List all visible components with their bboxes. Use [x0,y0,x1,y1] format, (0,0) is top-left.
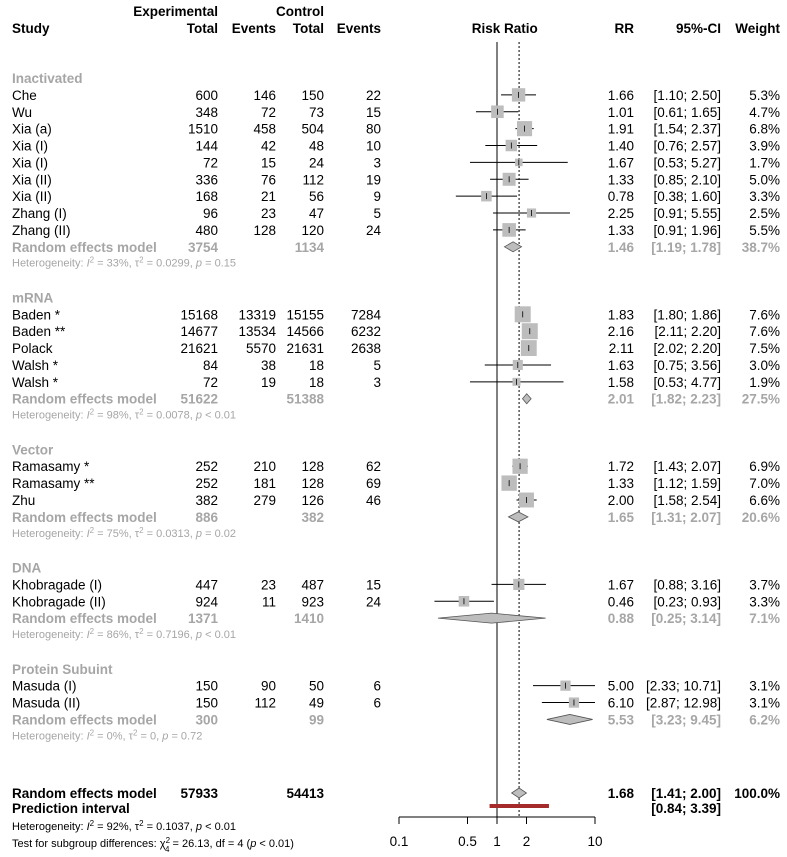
rr-value: 1.01 [607,104,634,120]
study-name: Masuda (I) [12,678,77,694]
x-tick-label: 1 [493,834,501,849]
ci-value: [1.12; 1.59] [653,476,721,492]
weight-value: 3.3% [749,189,780,205]
ctrl-total: 48 [308,138,324,154]
header-ci: 95%-CI [675,21,721,36]
ctrl-events: 19 [365,172,381,188]
pooled-exp-total: 3754 [187,239,218,255]
study-name: Xia (I) [12,155,49,171]
pooled-ci: [1.31; 2.07] [651,509,721,525]
ci-value: [2.33; 10.71] [645,678,721,694]
ci-value: [1.10; 2.50] [653,87,721,103]
pooled-exp-total: 51622 [180,391,218,407]
exp-events: 19 [260,374,276,390]
ctrl-events: 80 [365,121,381,137]
weight-value: 7.6% [749,324,780,340]
rr-value: 1.33 [607,476,634,492]
weight-value: 4.7% [749,104,780,120]
exp-events: 279 [253,493,276,508]
exp-events: 128 [253,222,276,238]
exp-total: 600 [195,87,218,103]
ctrl-events: 62 [365,459,381,475]
rr-value: 1.58 [607,374,634,390]
study-name: Masuda (II) [12,695,81,711]
exp-total: 252 [195,476,218,492]
ctrl-events: 24 [365,594,381,610]
ctrl-total: 126 [301,493,324,508]
ci-value: [0.38; 1.60] [653,189,721,205]
pooled-weight: 7.1% [749,611,780,627]
ci-value: [0.61; 1.65] [653,104,721,120]
pooled-exp-total: 1371 [187,611,218,627]
exp-events: 42 [260,138,276,154]
study-name: Ramasamy * [12,459,90,475]
rr-value: 0.46 [607,594,634,610]
ctrl-total: 49 [308,695,324,711]
overall-ctrl-total: 54413 [286,786,324,801]
ctrl-total: 18 [308,374,324,390]
pooled-rr: 2.01 [607,391,634,407]
exp-events: 13319 [238,307,276,323]
exp-events: 5570 [245,341,276,357]
ctrl-total: 504 [301,121,324,137]
rr-value: 5.00 [607,678,634,694]
exp-events: 13534 [238,324,276,340]
overall-ci: [1.41; 2.00] [651,786,721,801]
exp-events: 21 [260,189,276,205]
ctrl-events: 9 [373,189,381,205]
pooled-ctrl-total: 99 [308,712,324,728]
rr-value: 1.40 [607,138,634,154]
rr-value: 1.66 [607,87,634,103]
exp-total: 480 [195,222,218,238]
header-ctrl-total: Total [292,21,324,36]
ctrl-total: 15155 [286,307,324,323]
weight-value: 6.9% [749,459,780,475]
header-risk-ratio: Risk Ratio [471,21,538,36]
x-tick-label: 0.5 [458,834,477,849]
header-rr: RR [614,21,634,36]
pooled-rr: 1.46 [607,239,634,255]
pooled-ctrl-total: 1410 [293,611,324,627]
ctrl-events: 3 [373,374,381,390]
exp-events: 72 [260,104,276,120]
exp-total: 72 [202,155,218,171]
weight-value: 6.6% [749,493,780,508]
ctrl-total: 18 [308,357,324,373]
heterogeneity-text: Heterogeneity: $I^2 = 86\%$, $\tau^2 = 0.7196$, p < 0.01 [12,626,236,642]
ctrl-events: 6 [373,678,381,694]
table-text-group [12,4,780,854]
ctrl-total: 128 [301,459,324,475]
exp-events: 112 [254,695,276,711]
study-name: Che [12,87,37,103]
pooled-weight: 38.7% [741,239,780,255]
exp-total: 96 [202,206,218,222]
header-control: Control [276,4,324,19]
study-name: Walsh * [12,374,59,390]
exp-total: 150 [195,695,218,711]
ctrl-events: 6232 [350,324,381,340]
pooled-weight: 6.2% [749,712,780,728]
ci-value: [0.91; 1.96] [653,222,721,238]
ctrl-events: 5 [373,357,381,373]
header-ctrl-events: Events [336,21,381,36]
exp-events: 181 [253,476,276,492]
overall-weight: 100.0% [734,786,780,801]
pooled-ci: [0.25; 3.14] [651,611,721,627]
rr-value: 6.10 [607,695,634,711]
exp-events: 76 [260,172,276,188]
ctrl-total: 487 [301,577,324,593]
header-study: Study [12,21,50,36]
study-name: Baden ** [12,324,66,340]
ctrl-total: 24 [308,155,324,171]
pooled-ci: [1.82; 2.23] [651,391,721,407]
subgroup-diamond [508,512,527,522]
ctrl-total: 21631 [286,341,324,357]
ctrl-events: 15 [365,104,381,120]
exp-total: 72 [202,374,218,390]
heterogeneity-text: Heterogeneity: $I^2 = 75\%$, $\tau^2 = 0.0313$, p = 0.02 [12,525,236,540]
weight-value: 7.0% [749,476,780,492]
marks-group [434,88,595,808]
exp-total: 144 [195,138,218,154]
ctrl-events: 5 [373,206,381,222]
ctrl-events: 2638 [350,341,381,357]
subgroup-title: Inactivated [12,71,83,86]
ctrl-total: 50 [308,678,324,694]
subgroup-title: DNA [12,560,42,576]
rr-value: 2.00 [607,493,634,508]
subgroup-title: mRNA [12,290,54,306]
exp-total: 15168 [180,307,218,323]
x-tick-label: 10 [587,834,603,849]
ctrl-events: 3 [373,155,381,171]
exp-events: 146 [253,87,276,103]
ci-value: [1.80; 1.86] [653,307,721,323]
overall-rr: 1.68 [607,786,634,801]
ci-value: [0.53; 4.77] [653,374,721,390]
heterogeneity-text: Heterogeneity: $I^2 = 33\%$, $\tau^2 = 0.0299$, p = 0.15 [12,255,236,270]
ci-value: [2.02; 2.20] [653,341,721,357]
exp-events: 11 [261,594,276,610]
ctrl-total: 56 [308,189,324,205]
pooled-rr: 0.88 [607,611,634,627]
pooled-ci: [3.23; 9.45] [651,712,721,728]
pooled-weight: 20.6% [741,509,780,525]
weight-value: 2.5% [749,206,780,222]
rr-value: 2.25 [607,206,634,222]
rr-value: 1.67 [607,577,634,593]
ci-value: [1.58; 2.54] [653,493,721,508]
study-name: Xia (II) [12,189,52,205]
ctrl-total: 112 [302,172,324,188]
exp-total: 924 [195,594,218,610]
subgroup-diamond [438,613,546,623]
study-name: Zhang (I) [12,206,67,222]
pooled-label: Random effects model [12,509,157,525]
exp-total: 21621 [180,341,218,357]
rr-value: 2.16 [607,324,634,340]
study-name: Ramasamy ** [12,476,95,492]
pooled-ctrl-total: 51388 [286,391,324,407]
ci-value: [0.76; 2.57] [653,138,721,154]
study-name: Zhu [12,493,36,508]
exp-total: 447 [195,577,218,593]
study-name: Walsh * [12,357,59,373]
study-name: Khobragade (II) [12,594,106,610]
subgroup-test-text: Test for subgroup differences: $\chi^2$ $_4$ = 26.13, df = 4 (p < 0.01) [12,835,294,854]
ctrl-events: 69 [365,476,381,492]
pooled-weight: 27.5% [741,391,780,407]
study-name: Baden * [12,307,61,323]
ctrl-events: 6 [373,695,381,711]
x-tick-label: 2 [522,834,531,849]
rr-value: 1.67 [607,155,634,171]
pooled-label: Random effects model [12,712,157,728]
subgroup-title: Protein Subuint [12,661,113,677]
ci-value: [0.23; 0.93] [653,594,721,610]
study-name: Wu [12,104,33,120]
weight-value: 1.9% [749,374,780,390]
ci-value: [2.11; 2.20] [654,324,721,340]
ci-value: [0.53; 5.27] [653,155,721,171]
exp-total: 168 [195,189,218,205]
pooled-label: Random effects model [12,391,157,407]
pooled-exp-total: 886 [195,509,218,525]
ctrl-events: 15 [365,577,381,593]
rr-value: 1.33 [607,222,634,238]
pooled-rr: 1.65 [607,509,634,525]
header-exp-events: Events [231,21,276,36]
exp-events: 23 [260,577,276,593]
ctrl-total: 923 [301,594,324,610]
exp-events: 210 [253,459,276,475]
weight-value: 7.5% [749,341,780,357]
study-name: Xia (I) [12,138,49,154]
rr-value: 1.33 [607,172,634,188]
exp-total: 1510 [187,121,218,137]
ctrl-events: 46 [365,493,381,508]
rr-value: 1.91 [607,121,634,137]
heterogeneity-text: Heterogeneity: $I^2 = 98\%$, $\tau^2 = 0.0078$, p < 0.01 [12,407,236,422]
exp-total: 150 [195,678,218,694]
study-name: Xia (II) [12,172,52,188]
exp-total: 14677 [180,324,218,340]
header-exp-total: Total [186,21,218,36]
ci-value: [1.43; 2.07] [653,459,721,475]
weight-value: 5.0% [749,172,780,188]
overall-diamond [512,788,527,798]
rr-value: 2.11 [608,341,634,357]
weight-value: 3.3% [749,594,780,610]
pooled-label: Random effects model [12,611,157,627]
ci-value: [1.54; 2.37] [653,121,721,137]
pooled-exp-total: 300 [195,712,218,728]
overall-exp-total: 57933 [180,786,218,801]
exp-total: 336 [195,172,218,188]
prediction-ci: [0.84; 3.39] [651,801,721,816]
overall-label: Random effects model [12,786,157,801]
heterogeneity-text: Heterogeneity: $I^2 = 0\%$, $\tau^2 = 0$, p = 0.72 [12,727,203,743]
exp-events: 15 [260,155,276,171]
rr-value: 1.72 [607,459,634,475]
weight-value: 3.1% [749,678,780,694]
exp-total: 348 [195,104,218,120]
ctrl-events: 10 [365,138,381,154]
x-tick-label: 0.1 [389,834,409,849]
ctrl-total: 150 [301,87,324,103]
rr-value: 1.83 [607,307,634,323]
heterogeneity-text: Heterogeneity: $I^2 = 92\%$, $\tau^2 = 0.1037$, p < 0.01 [12,818,236,833]
ci-value: [0.91; 5.55] [653,206,721,222]
study-name: Zhang (II) [12,222,71,238]
rr-value: 1.63 [607,357,634,373]
exp-events: 38 [260,357,276,373]
ctrl-events: 24 [365,222,381,238]
ctrl-events: 22 [365,87,381,103]
axis-group [390,42,603,849]
prediction-interval-bar [490,804,549,808]
ctrl-events: 7284 [350,307,381,323]
ctrl-total: 120 [301,222,324,238]
pooled-ctrl-total: 1134 [294,239,324,255]
pooled-label: Random effects model [12,239,157,255]
weight-value: 5.3% [749,87,780,103]
exp-events: 90 [260,678,276,694]
weight-value: 7.6% [749,307,780,323]
weight-value: 3.1% [749,695,780,711]
ctrl-total: 73 [308,104,324,120]
subgroup-diamond [522,394,531,404]
ci-value: [2.87; 12.98] [645,695,721,711]
study-name: Polack [12,341,53,357]
ctrl-total: 128 [301,476,324,492]
pooled-rr: 5.53 [607,712,634,728]
weight-value: 3.9% [749,138,780,154]
ci-value: [0.85; 2.10] [653,172,721,188]
weight-value: 6.8% [749,121,780,137]
weight-value: 1.7% [749,155,780,171]
subgroup-diamond [547,714,593,724]
exp-events: 458 [253,121,276,137]
exp-total: 84 [202,357,218,373]
exp-events: 23 [260,206,276,222]
ctrl-total: 14566 [286,324,324,340]
ci-value: [0.75; 3.56] [653,357,721,373]
exp-total: 382 [195,493,218,508]
subgroup-title: Vector [12,442,54,458]
pooled-ctrl-total: 382 [301,509,324,525]
prediction-label: Prediction interval [12,801,130,816]
study-name: Xia (a) [12,121,52,137]
ctrl-total: 47 [308,206,324,222]
weight-value: 3.7% [749,577,780,593]
ci-value: [0.88; 3.16] [653,577,721,593]
weight-value: 3.0% [749,357,780,373]
weight-value: 5.5% [749,222,780,238]
header-experimental: Experimental [133,4,218,19]
pooled-ci: [1.19; 1.78] [651,239,721,255]
study-name: Khobragade (I) [12,577,103,593]
rr-value: 0.78 [607,189,634,205]
header-weight: Weight [735,21,780,36]
exp-total: 252 [195,459,218,475]
